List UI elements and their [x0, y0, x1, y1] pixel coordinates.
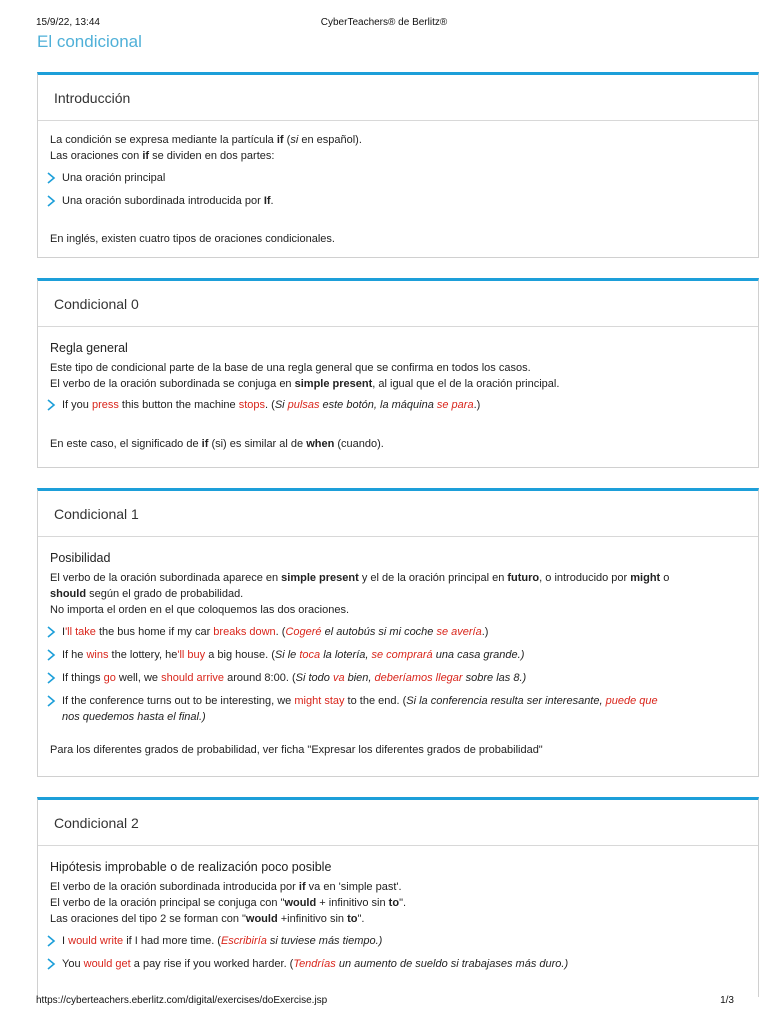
- section-title: Introducción: [54, 90, 131, 106]
- section-title: Condicional 2: [54, 815, 139, 831]
- section-header: [38, 491, 758, 537]
- print-datetime: 15/9/22, 13:44: [36, 17, 100, 28]
- intro-closing: En inglés, existen cuatro tipos de oraciones condicionales.: [50, 233, 335, 245]
- section-title: Condicional 1: [54, 506, 139, 522]
- section-title: Condicional 0: [54, 296, 139, 312]
- section-condicional-2: [37, 797, 759, 997]
- section-introduccion: [37, 72, 759, 258]
- rule-line-3: No importa el orden en el que coloquemos las dos oraciones.: [50, 604, 350, 616]
- section-subtitle: Posibilidad: [50, 551, 111, 565]
- chevron-right-icon: [46, 672, 56, 684]
- probability-note: Para los diferentes grados de probabilidad, ver ficha "Expresar los diferentes grados de probabilidad": [50, 744, 543, 756]
- section-header: [38, 281, 758, 327]
- rule-line-2: El verbo de la oración principal se conjuga con "would + infinitivo sin to".: [50, 897, 407, 909]
- site-name: CyberTeachers® de Berlitz®: [320, 17, 448, 28]
- list-item: Una oración subordinada introducida por If.: [50, 193, 746, 209]
- chevron-right-icon: [46, 958, 56, 970]
- rule-line-3: Las oraciones del tipo 2 se forman con "would +infinitivo sin to".: [50, 913, 365, 925]
- page-title: El condicional: [37, 32, 142, 51]
- rule-line-1: Este tipo de condicional parte de la base de una regla general que se confirma en todos los casos.: [50, 362, 531, 374]
- section-header: [38, 75, 758, 121]
- intro-line-1: La condición se expresa mediante la partícula if (si en español).: [50, 134, 362, 146]
- example-item: I'll take the bus home if my car breaks down. (Cogeré el autobús si mi coche se avería.): [50, 624, 746, 640]
- chevron-right-icon: [46, 695, 56, 707]
- example-item: If he wins the lottery, he'll buy a big house. (Si le toca la lotería, se comprará una casa grande.): [50, 647, 746, 663]
- section-header: [38, 800, 758, 846]
- chevron-right-icon: [46, 649, 56, 661]
- example-item: You would get a pay rise if you worked harder. (Tendrías un aumento de sueldo si trabajases más duro.): [50, 956, 746, 972]
- chevron-right-icon: [46, 935, 56, 947]
- example-item: If things go well, we should arrive around 8:00. (Si todo va bien, deberíamos llegar sobre las 8.): [50, 670, 746, 686]
- rule-line-1: El verbo de la oración subordinada introducida por if va en 'simple past'.: [50, 881, 402, 893]
- chevron-right-icon: [46, 399, 56, 411]
- chevron-right-icon: [46, 195, 56, 207]
- chevron-right-icon: [46, 172, 56, 184]
- section-subtitle: Regla general: [50, 341, 128, 355]
- section-condicional-0: [37, 278, 759, 468]
- chevron-right-icon: [46, 626, 56, 638]
- page-number: 1/3: [720, 995, 734, 1006]
- example-item: If you press this button the machine stops. (Si pulsas este botón, la máquina se para.): [50, 397, 746, 413]
- example-item: If the conference turns out to be interesting, we might stay to the end. (Si la conferencia resulta ser interesante, puede que nos quedemos hasta el final.): [50, 693, 746, 725]
- page-url: https://cyberteachers.eberlitz.com/digital/exercises/doExercise.jsp: [36, 995, 328, 1006]
- rule-line-2: should según el grado de probabilidad.: [50, 588, 244, 600]
- list-item: Una oración principal: [50, 170, 746, 186]
- note-line: En este caso, el significado de if (si) es similar al de when (cuando).: [50, 438, 384, 450]
- rule-line-1: El verbo de la oración subordinada aparece en simple present y el de la oración principal en futuro, o introducido por might o: [50, 572, 670, 584]
- example-item: I would write if I had more time. (Escribiría si tuviese más tiempo.): [50, 933, 746, 949]
- intro-line-2: Las oraciones con if se dividen en dos partes:: [50, 150, 275, 162]
- rule-line-2: El verbo de la oración subordinada se conjuga en simple present, al igual que el de la oración principal.: [50, 378, 560, 390]
- section-condicional-1: [37, 488, 759, 777]
- section-subtitle: Hipótesis improbable o de realización poco posible: [50, 860, 332, 874]
